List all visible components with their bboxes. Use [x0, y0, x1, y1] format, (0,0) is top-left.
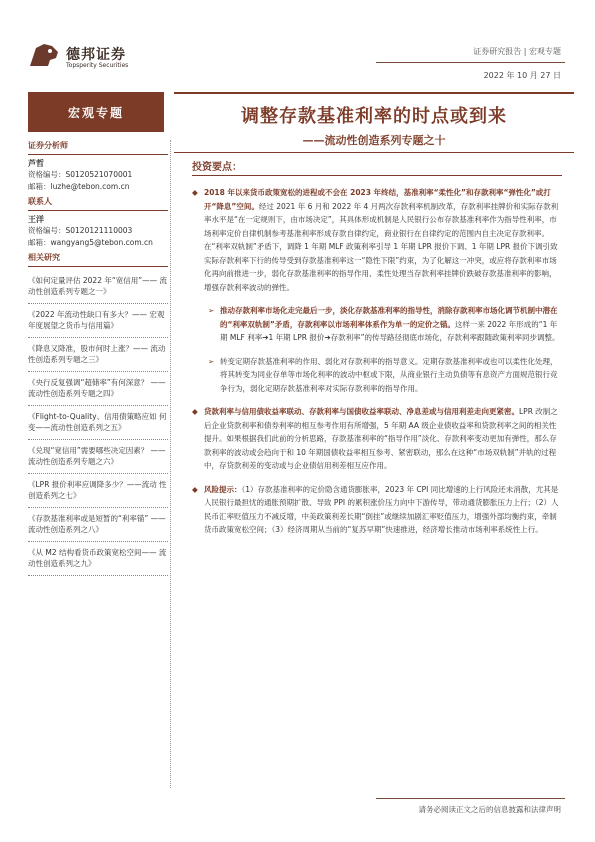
- report-subtitle: ——流动性创造系列专题之十: [302, 134, 446, 147]
- report-date: 2022 年 10 月 27 日: [483, 71, 561, 80]
- key-points-body: [192, 186, 562, 547]
- key-point-1-text: 经过 2021 年 6 月和 2022 年 4 月两次存款利率机制改革，存款利率挂牌价和实际存款利率水平是“在一定规则下，由市场决定”，其具体形成机制是人民银行公布存款基准利率作为指导性利率，市场利率定价自律机制参考基准利率形成存款自律约定，商业银行在自律约定的范围内自主决定存款利率。在“利率双轨制”矛盾下，调降 1 年期 MLF 政策利率引导 1 年期 LPR 报价下调、1 年期 LPR 报价下调引致实际存款利率下行的传导受到存款基准利率这一“隐性下限”约束，为了化解这一冲突，或应将存款利率市场化再向前推进一步，弱化存款基准利率的指导作用、柔性处理当存款利率挂牌价跌破存款基准利率的影响，增强存款利率波动的弹性。: [204, 201, 559, 292]
- key-point-3-text: 转变定期存款基准利率的作用、弱化对存款利率的指导意义。定期存款基准利率或也可以柔性化处理，将其转变为同业存单等市场化利率的波动中枢或下限，从商业银行主动负债等有息资产方面规范银行竞争行为，弱化定期存款基准利率对实际存款利率的指导作用。: [220, 356, 558, 393]
- diamond-bullet-icon: ◆: [192, 188, 198, 197]
- diamond-bullet-icon: ◆: [192, 407, 198, 416]
- contact-heading: 联系人: [28, 196, 168, 211]
- key-point-4-text: LPR 改制之后企业贷款利率和债券利率的相互参考作用有所增强，5 年期 AA 级企业债收益率和贷款利率之间的相关性提升。如果根据我们此前的分析思路，存款基准利率的“指导作用”淡化、存款利率变动更加有弹性，那么存款利率的波动或会趋向于和 10 年期国债收益率相互参考、紧密联动，那么在这种“市场双轨制”并轨的过程中，存贷款利差的变动或与企业债信用利差相互应作用。: [204, 407, 558, 470]
- company-logo: [28, 40, 198, 76]
- arrow-bullet-icon: ➢: [208, 306, 215, 315]
- key-point-1-highlight: 2018 年以来货币政策宽松的进程或不会在 2023 年终结，基准利率“柔性化”和存款利率“弹性化”或打开“降息”空间。: [204, 188, 551, 211]
- logo-text-en: Topsperity Securities: [66, 62, 129, 69]
- logo-text-cn: 德邦证券: [66, 47, 126, 63]
- key-point-4-highlight: 贷款利率与信用债收益率联动、存款利率与国债收益率联动、净息差或与信用利差走向更紧密。: [204, 407, 519, 416]
- risk-warning-label: 风险提示：: [204, 484, 242, 494]
- contact-name: 王洋: [28, 214, 44, 224]
- arrow-bullet-icon: ➢: [208, 356, 215, 366]
- related-section: [28, 252, 168, 576]
- related-item[interactable]: 《2022 年流动性缺口有多大？—— 宏观年度展望之货币与信用篇》: [28, 304, 168, 338]
- analyst-email[interactable]: 邮箱：luzhe@tebon.com.cn: [28, 181, 130, 191]
- report-type: 证券研究报告 | 宏观专题: [473, 47, 561, 56]
- contact-email[interactable]: 邮箱：wangyang5@tebon.com.cn: [28, 237, 153, 247]
- related-heading: 相关研究: [28, 252, 168, 267]
- footer-divider: [376, 798, 565, 799]
- risk-warning-text: （1）存款基准利率的定价隐含通货膨胀率，2023 年 CPI 同比增速的上行风险还未消散，尤其是人民银行最担忧的通胀预期扩散、导致 PPI 的累积涨价压力向中下游传导，带动通货膨胀压力上行；（2）人民币汇率贬值压力不减反增，中美政策利差长期“倒挂”或继续加剧汇率贬值压力，增强外部均衡约束，牵制货币政策宽松空间；（3）经济周期从当前的“复苏早期”快速推进，经济增长推动市场利率系统性上行。: [204, 484, 559, 534]
- contact-section: [28, 196, 168, 248]
- logo-mark-icon: [28, 40, 62, 70]
- key-point-3: [192, 355, 562, 396]
- related-item[interactable]: 《如何定量评估 2022 年“宽信用”—— 流动性创造系列专题之一》: [28, 270, 168, 304]
- header-divider: [376, 62, 565, 63]
- title-block: [174, 92, 574, 153]
- contact-cert: 资格编号：S0120121110003: [28, 226, 133, 235]
- related-item[interactable]: 《Flight-to-Quality、信用债策略应如 何变——流动性创造系列之五》: [28, 406, 168, 440]
- related-item[interactable]: 《兑现“宽信用”需要哪些决定因素？ ——流动性创造系列专题之六》: [28, 440, 168, 474]
- category-banner: 宏观专题: [28, 92, 164, 132]
- risk-warning: [192, 483, 562, 537]
- key-point-2: [192, 304, 562, 345]
- diamond-bullet-icon: ◆: [192, 484, 198, 494]
- key-point-2-highlight: 推动存款利率市场化走完最后一步，淡化存款基准利率的指导性，消除存款利率市场化调节机制中潜在的“利率双轨制”矛盾，存款利率以市场利率体系作为单一的定价之锚。: [220, 306, 558, 329]
- analyst-name: 芦哲: [28, 158, 44, 168]
- column-divider: [170, 140, 171, 788]
- related-item[interactable]: 《从 M2 结构看货币政策宽松空间—— 流动性创造系列之九》: [28, 542, 168, 576]
- analyst-cert: 资格编号：S0120521070001: [28, 170, 133, 179]
- key-points-heading: 投资要点：: [192, 158, 562, 176]
- related-item[interactable]: 《央行反复强调“超储率”有何深意？ ——流动性创造系列专题之四》: [28, 372, 168, 406]
- report-title: 调整存款基准利率的时点或到来: [241, 106, 507, 127]
- related-item[interactable]: 《存款基准利率或是短暂的“利率锚” ——流动性创造系列之八》: [28, 508, 168, 542]
- related-item[interactable]: 《降息又降准，股市何时上涨？—— 流动性创造系列专题之三》: [28, 338, 168, 372]
- key-point-4: [192, 405, 562, 473]
- analyst-heading: 证券分析师: [28, 140, 168, 155]
- key-point-2-text: 这样一来 2022 年形成的“1 年期 MLF 利率➔1 年期 LPR 报价➔存款利率”的传导路径彻底市场化，存款利率跟随政策利率同步调整。: [220, 319, 560, 342]
- footer-disclaimer: 请务必阅读正文之后的信息披露和法律声明: [418, 805, 561, 814]
- analyst-section: [28, 140, 168, 192]
- related-item[interactable]: 《LPR 报价利率应调降多少？——流动 性创造系列之七》: [28, 474, 168, 508]
- key-point-1: [192, 186, 562, 294]
- sidebar: [28, 140, 168, 580]
